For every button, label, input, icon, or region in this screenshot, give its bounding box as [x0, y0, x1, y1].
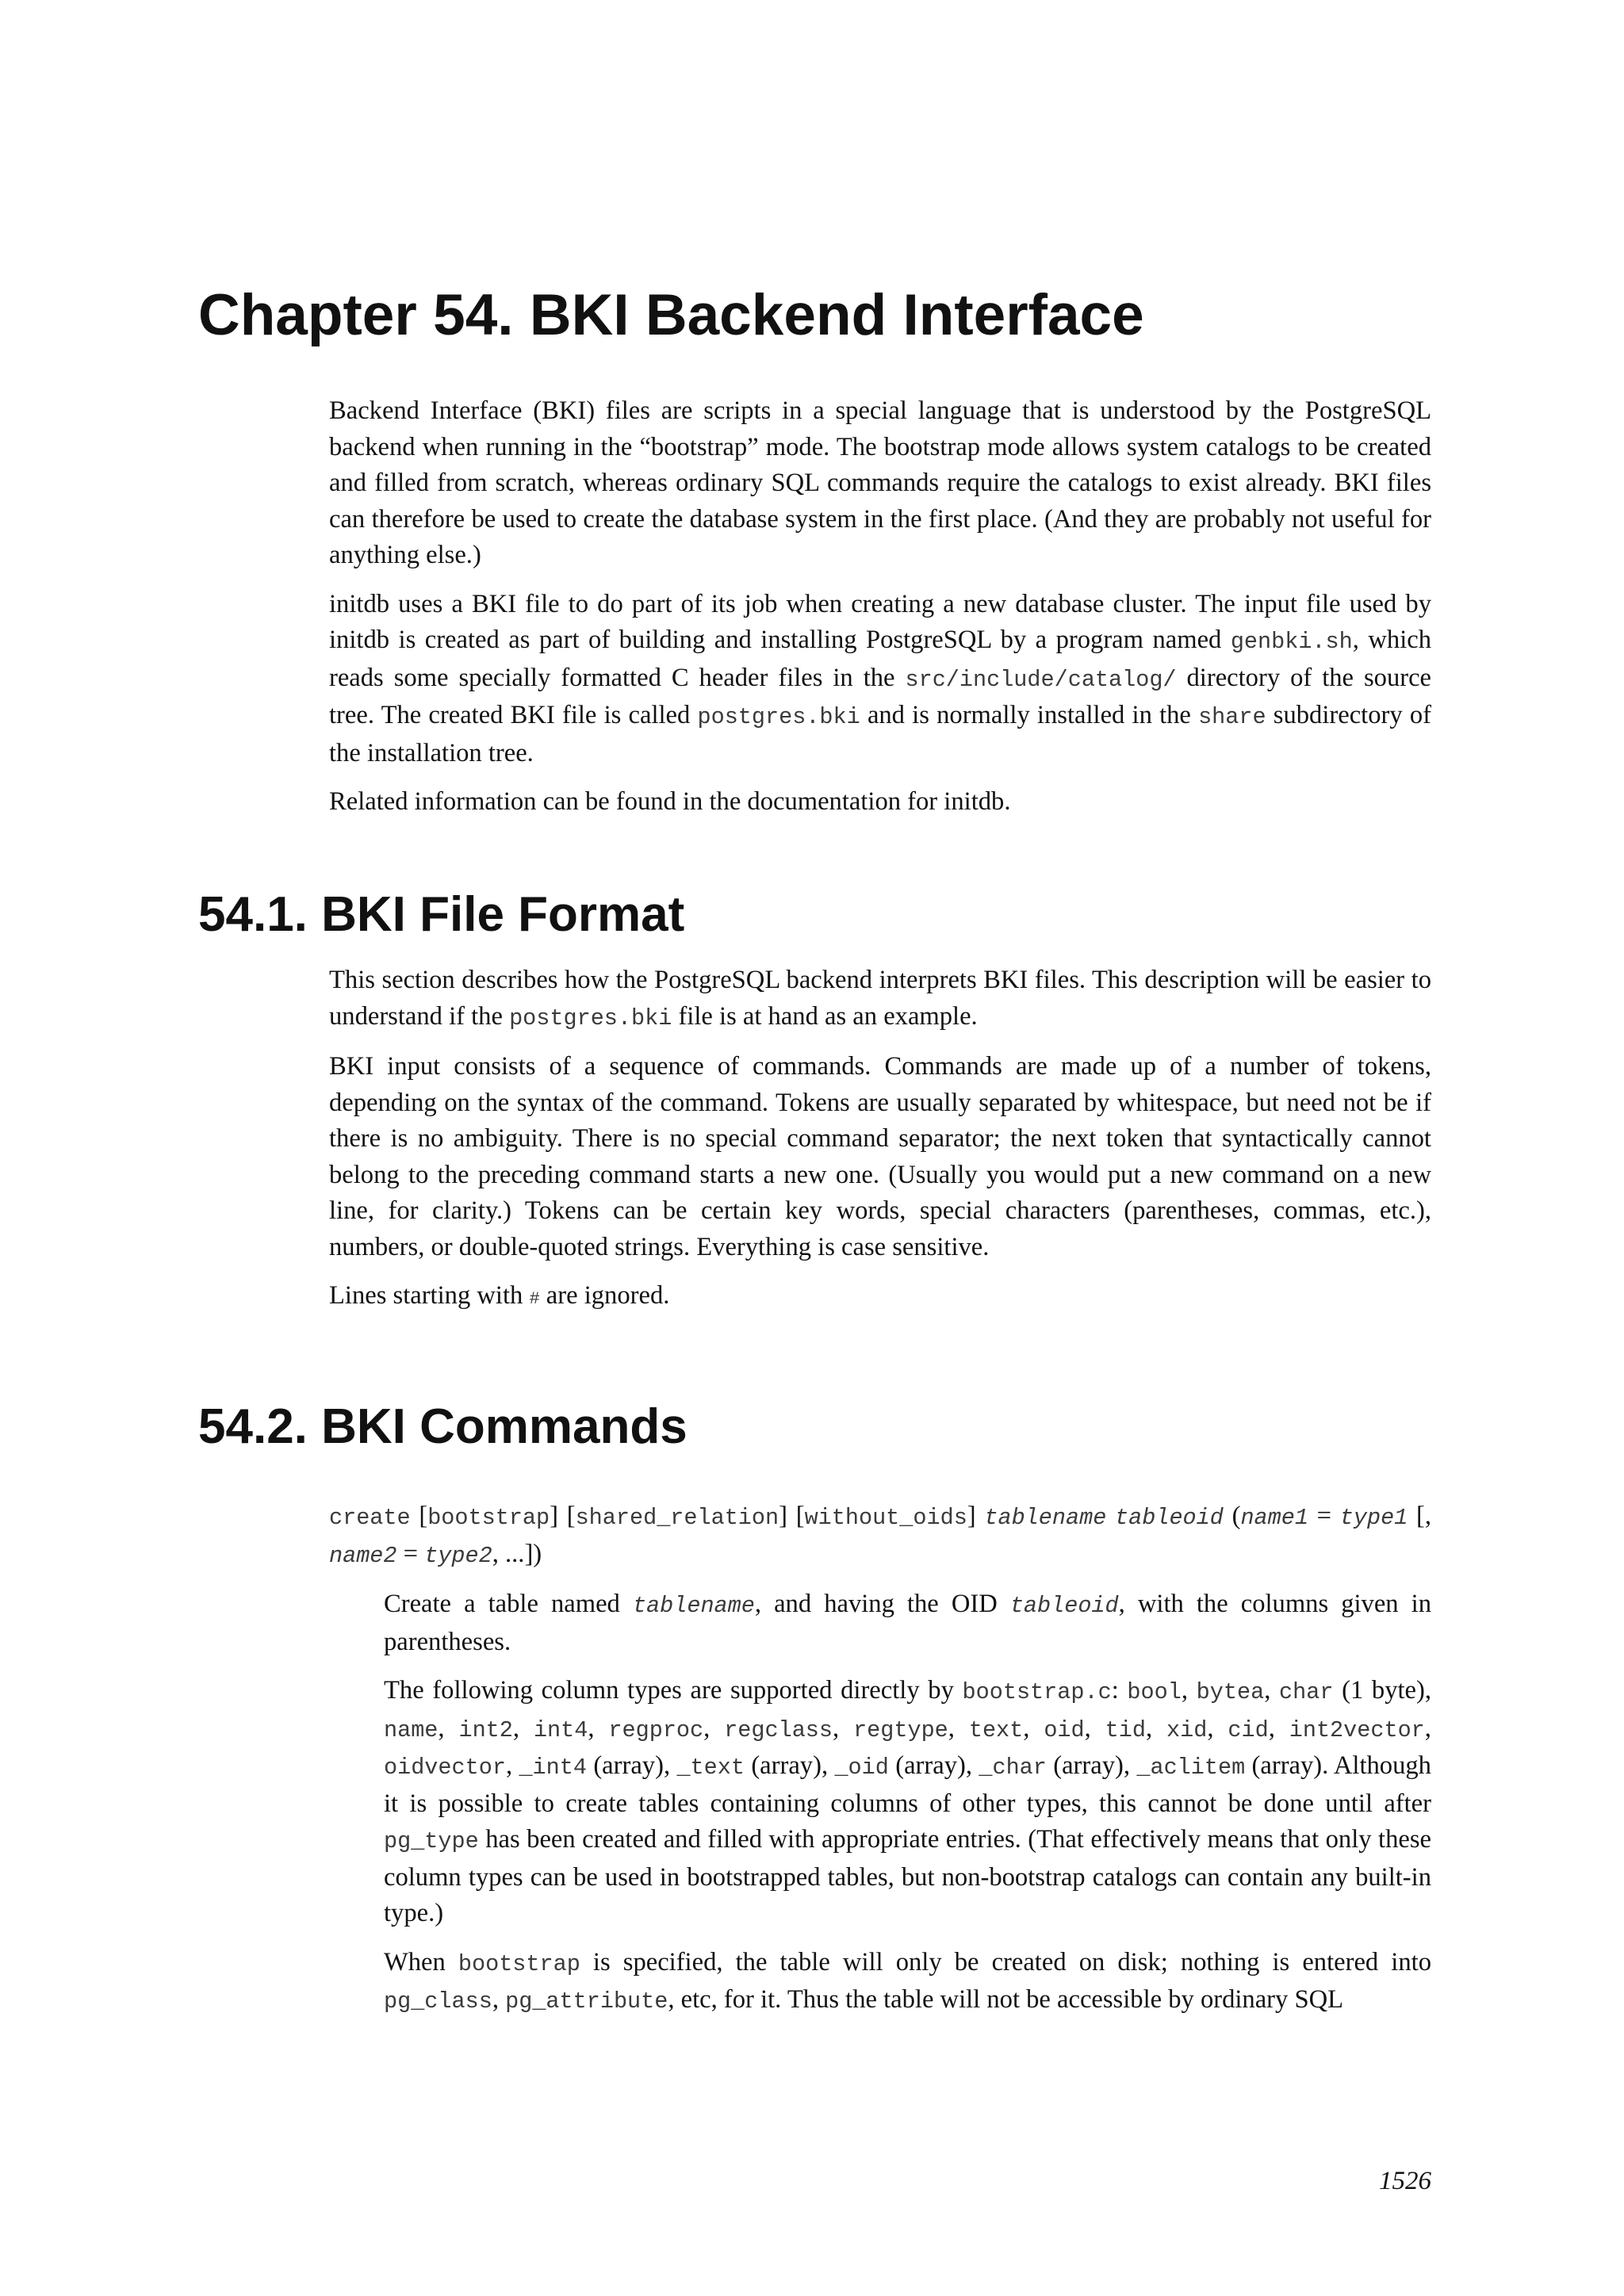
text-run: : — [1111, 1676, 1128, 1705]
code-postgres-bki: postgres.bki — [697, 704, 860, 730]
type-array-text: _text — [676, 1755, 745, 1781]
code-pg-type: pg_type — [384, 1828, 479, 1854]
text-run: , and having the OID — [754, 1590, 1010, 1618]
bracket: [ — [566, 1502, 576, 1530]
text-run: (array), — [744, 1751, 835, 1780]
text-run: When — [384, 1947, 458, 1976]
create-description — [384, 1586, 1431, 2020]
section-file-format — [329, 962, 1431, 1318]
type-int4: int4 — [533, 1716, 588, 1743]
section-heading-commands: 54.2. BKI Commands — [198, 1399, 688, 1454]
type-text: text — [968, 1716, 1024, 1743]
code-postgres-bki: postgres.bki — [509, 1004, 672, 1031]
code-genbki: genbki.sh — [1230, 629, 1353, 655]
option-without-oids: without_oids — [804, 1505, 967, 1531]
file-format-paragraph-1 — [329, 962, 1431, 1036]
create-desc-paragraph-1 — [384, 1586, 1431, 1660]
param-tablename: tablename — [984, 1505, 1107, 1531]
text-run: (array), — [1046, 1751, 1137, 1780]
type-cid: cid — [1228, 1716, 1269, 1743]
equals: = — [403, 1539, 419, 1568]
text-run: (array), — [888, 1751, 979, 1780]
bracket: ] — [550, 1502, 558, 1530]
text-run: has been created and filled with appropriate entries. (That effectively means that only these column types can be used in bootstrapped tables, but non-bootstrap catalogs can contain any built-in type.) — [384, 1825, 1431, 1927]
text-run: Lines starting with — [329, 1281, 530, 1310]
type-regtype: regtype — [853, 1716, 948, 1743]
param-type1: type1 — [1339, 1505, 1408, 1531]
chapter-intro — [329, 393, 1431, 821]
text-run: (array). Although it is possible to create tables containing columns of other types, this cannot be done until after — [384, 1751, 1431, 1818]
text-run: are ignored. — [539, 1281, 670, 1310]
param-tableoid: tableoid — [1115, 1505, 1224, 1531]
type-regproc: regproc — [608, 1716, 704, 1743]
type-int2: int2 — [458, 1716, 513, 1743]
text-run: is specified, the table will only be created on disk; nothing is entered into — [580, 1947, 1431, 1976]
text-run: (1 byte), — [1333, 1676, 1432, 1705]
text-run: subdirectory of the installation tree. — [329, 701, 1431, 767]
intro-paragraph-2 — [329, 587, 1431, 772]
code-pg-attribute: pg_attribute — [505, 1988, 668, 2015]
code-hash: # — [529, 1289, 540, 1309]
text-run: , with the columns given in parentheses. — [384, 1590, 1432, 1656]
text-run: , which reads some specially formatted C header files in the — [329, 626, 1432, 692]
type-xid: xid — [1166, 1716, 1208, 1743]
paren: ( — [1231, 1502, 1241, 1530]
text-run: file is at hand as an example. — [672, 1001, 978, 1031]
text-run: initdb uses a BKI file to do part of its job when creating a new database cluster. The input file used by initdb is created as part of building and installing PostgreSQL by a program named — [329, 589, 1431, 654]
keyword-create: create — [329, 1505, 411, 1531]
type-int2vector: int2vector — [1289, 1716, 1425, 1743]
file-format-paragraph-3 — [329, 1278, 1431, 1318]
code-bootstrap-c: bootstrap.c — [962, 1679, 1112, 1705]
type-name: name — [384, 1716, 439, 1743]
file-format-paragraph-2: BKI input consists of a sequence of commands. Commands are made up of a number of tokens, depending on the syntax of the command. Tokens are usually separated by whitespace, but need not be if there is no ambiguity. There is no special command separator; the next token that syntactically cannot belong to the preceding command starts a new one. (Usually you would put a new command on a new line, for clarity.) Tokens can be certain key words, special characters (parentheses, commas, etc.), numbers, or double-quoted strings. Everything is case sensitive. — [329, 1052, 1431, 1261]
bracket: [ — [795, 1502, 805, 1530]
section-heading-file-format: 54.1. BKI File Format — [198, 887, 685, 942]
text-run: , etc, for it. Thus the table will not be accessible by ordinary SQL — [668, 1985, 1344, 2014]
text-run: [, — [1416, 1502, 1431, 1530]
type-oidvector: oidvector — [384, 1755, 506, 1781]
type-array-oid: _oid — [834, 1755, 889, 1781]
param-type2: type2 — [424, 1542, 492, 1569]
chapter-title: Chapter 54. BKI Backend Interface — [198, 283, 1144, 347]
page-number: 1526 — [1379, 2167, 1431, 2195]
type-array-char: _char — [979, 1755, 1047, 1781]
type-oid: oid — [1044, 1716, 1085, 1743]
intro-paragraph-1: Backend Interface (BKI) files are scripts in a special language that is understood by the PostgreSQL backend when running in the “bootstrap” mode. The bootstrap mode allows system catalogs to be created and filled from scratch, whereas ordinary SQL commands require the catalogs to exist already. BKI files can therefore be used to create the database system in the first place. (And they are probably not useful for anything else.) — [329, 396, 1431, 569]
option-shared-relation: shared_relation — [575, 1505, 779, 1531]
option-bootstrap: bootstrap — [427, 1505, 550, 1531]
bracket: ] — [779, 1502, 787, 1530]
type-tid: tid — [1105, 1716, 1146, 1743]
text-run: (array), — [586, 1751, 677, 1780]
text-run: and is normally installed in the — [860, 701, 1199, 729]
param-tablename: tablename — [632, 1593, 755, 1619]
type-char: char — [1279, 1679, 1334, 1705]
type-array-int4: _int4 — [519, 1755, 587, 1781]
equals: = — [1316, 1502, 1332, 1530]
create-desc-paragraph-2: The following column types are supported directly by bootstrap.c: bool, bytea, char (1 byte), name, int2, int4, regproc, regclass, regtype, text, oid, tid, xid, cid, int2vector, oidvector, _int4 (array), _text (array), _oid (array), _char (array), _aclitem (array). Although it is possible to create tables containing columns of other types, this cannot be done until after pg_type has been created and filled with appropriate entries. (That effectively means that only these column types can be used in bootstrapped tables, but non-bootstrap catalogs can contain any built-in type.) — [384, 1676, 1432, 1927]
text-run: , — [492, 1985, 506, 2014]
param-name1: name1 — [1240, 1505, 1308, 1531]
text-run: This section describes how the PostgreSQL backend interprets BKI files. This description will be easier to understand if the — [329, 966, 1431, 1031]
param-name2: name2 — [329, 1542, 397, 1569]
type-bool: bool — [1127, 1679, 1182, 1705]
intro-paragraph-3: Related information can be found in the documentation for initdb. — [329, 787, 1011, 816]
code-catalog-dir: src/include/catalog/ — [905, 666, 1177, 693]
type-array-aclitem: _aclitem — [1136, 1755, 1246, 1781]
code-bootstrap: bootstrap — [458, 1950, 580, 1977]
section-commands — [329, 1498, 1431, 2020]
bracket: [ — [419, 1502, 428, 1530]
create-syntax — [329, 1498, 1431, 1574]
text-run: Create a table named — [384, 1590, 633, 1618]
text-run: directory of the source tree. The created BKI file is called — [329, 663, 1431, 729]
create-desc-paragraph-3 — [384, 1945, 1431, 2020]
text-run: , ...]) — [492, 1539, 542, 1568]
code-pg-class: pg_class — [384, 1988, 492, 2015]
text-run: The following column types are supported directly by — [384, 1676, 963, 1705]
param-tableoid: tableoid — [1009, 1593, 1119, 1619]
type-regclass: regclass — [724, 1716, 833, 1743]
code-share: share — [1198, 704, 1266, 730]
bracket: ] — [967, 1502, 976, 1530]
type-bytea: bytea — [1196, 1679, 1265, 1705]
